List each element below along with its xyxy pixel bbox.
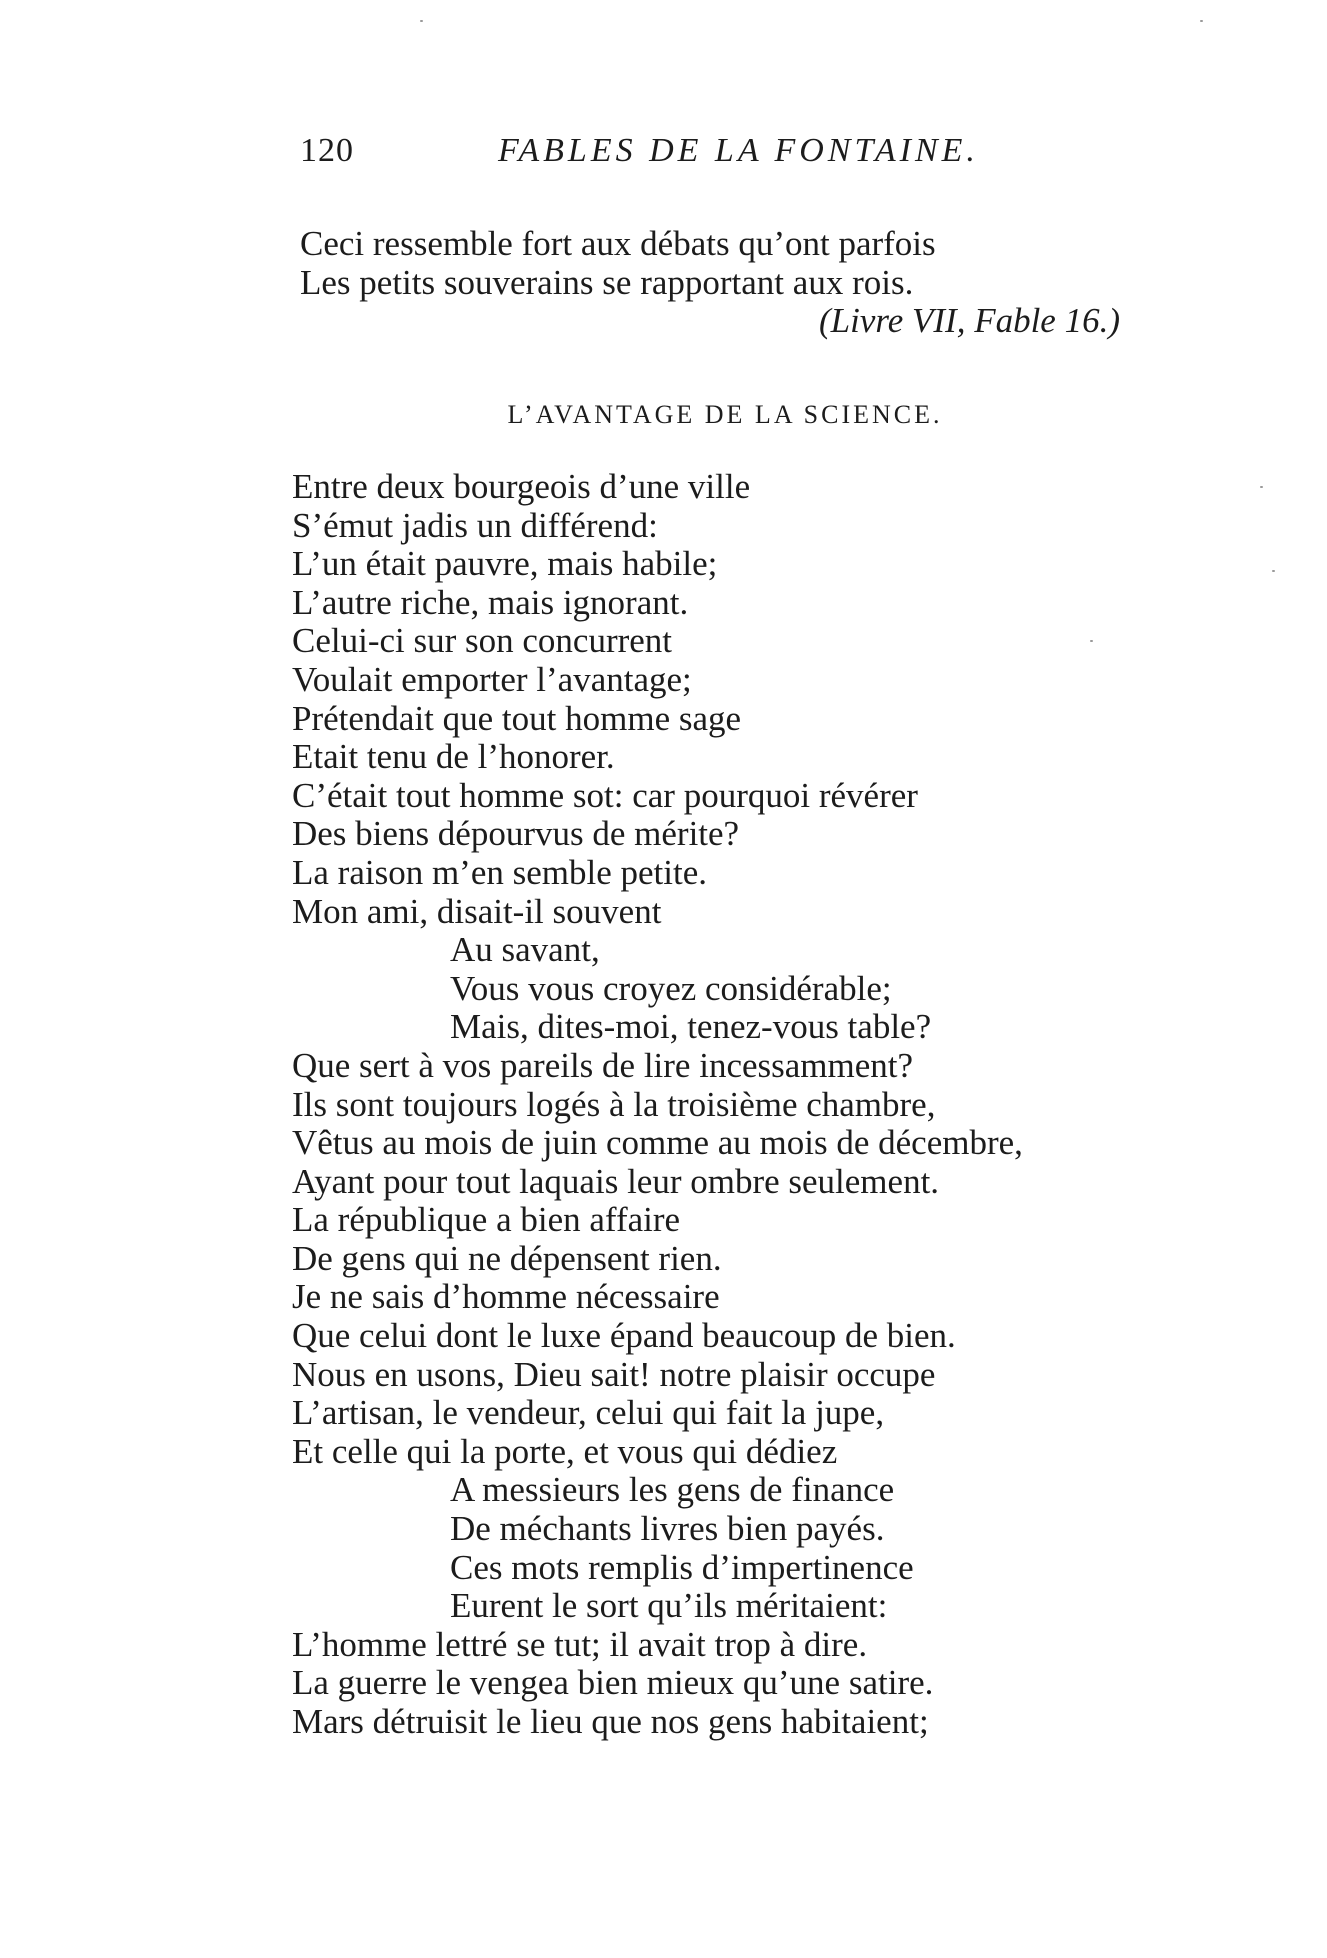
verse-line: Je ne sais d’homme nécessaire (292, 1277, 720, 1317)
verse-line: Au savant, (450, 930, 600, 970)
verse-line: Que celui dont le luxe épand beaucoup de bien. (292, 1316, 956, 1356)
verse-line: Ceci ressemble fort aux débats qu’ont parfois (300, 224, 936, 263)
verse-line: Mon ami, disait-il souvent (292, 891, 662, 931)
verse-line: Les petits souverains se rapportant aux rois. (300, 262, 914, 302)
fable-title: L’AVANTAGE DE LA SCIENCE. (507, 400, 943, 429)
verse-line: Mais, dites-moi, tenez-vous table? (450, 1007, 932, 1047)
verse-line: C’était tout homme sot: car pourquoi révérer (292, 775, 918, 815)
verse-line: Entre deux bourgeois d’une ville (292, 467, 751, 506)
verse-line: L’un était pauvre, mais habile; (292, 544, 718, 584)
verse-line: L’autre riche, mais ignorant. (292, 582, 689, 622)
verse-line: L’homme lettré se tut; il avait trop à dire. (292, 1624, 868, 1664)
scan-speck (1090, 640, 1093, 642)
verse-line: Voulait emporter l’avantage; (292, 659, 692, 699)
verse-line: Etait tenu de l’honorer. (292, 737, 615, 777)
fable-reference: (Livre VII, Fable 16.) (819, 301, 1120, 341)
verse-line: La raison m’en semble petite. (292, 852, 707, 892)
verse-line: Vous vous croyez considérable; (450, 968, 892, 1008)
verse-line: Des biens dépourvus de mérite? (292, 814, 740, 854)
verse-line: Prétendait que tout homme sage (292, 698, 742, 738)
verse-line: Ces mots remplis d’impertinence (450, 1547, 914, 1587)
verse-line: Mars détruisit le lieu que nos gens habitaient; (292, 1702, 929, 1741)
verse-line: Celui-ci sur son concurrent (292, 621, 673, 661)
verse-line: A messieurs les gens de finance (450, 1470, 895, 1510)
verse-line: Eurent le sort qu’ils méritaient: (450, 1586, 888, 1626)
previous-fable-ending (300, 225, 1230, 341)
verse-line: Nous en usons, Dieu sait! notre plaisir occupe (292, 1354, 936, 1394)
scan-speck (1200, 20, 1203, 22)
fable-text (292, 468, 1252, 1742)
verse-line: Que sert à vos pareils de lire incessamment? (292, 1045, 914, 1085)
verse-line: De gens qui ne dépensent rien. (292, 1238, 722, 1278)
verse-line: Ils sont toujours logés à la troisième chambre, (292, 1084, 936, 1124)
verse-line: S’émut jadis un différend: (292, 505, 658, 545)
running-title: FABLES DE LA FONTAINE. (498, 132, 979, 169)
scan-speck (420, 20, 423, 22)
page-header (300, 132, 1060, 178)
verse-line: La république a bien affaire (292, 1200, 681, 1240)
verse-line: Ayant pour tout laquais leur ombre seulement. (292, 1161, 940, 1201)
verse-line: De méchants livres bien payés. (450, 1509, 885, 1549)
verse-line: La guerre le vengea bien mieux qu’une satire. (292, 1663, 934, 1703)
scan-speck (1272, 570, 1275, 572)
verse-line: Et celle qui la porte, et vous qui dédiez (292, 1431, 838, 1471)
verse-line: L’artisan, le vendeur, celui qui fait la jupe, (292, 1393, 885, 1433)
scan-speck (1260, 486, 1263, 488)
verse-line: Vêtus au mois de juin comme au mois de décembre, (292, 1123, 1023, 1163)
page-number: 120 (300, 132, 354, 169)
